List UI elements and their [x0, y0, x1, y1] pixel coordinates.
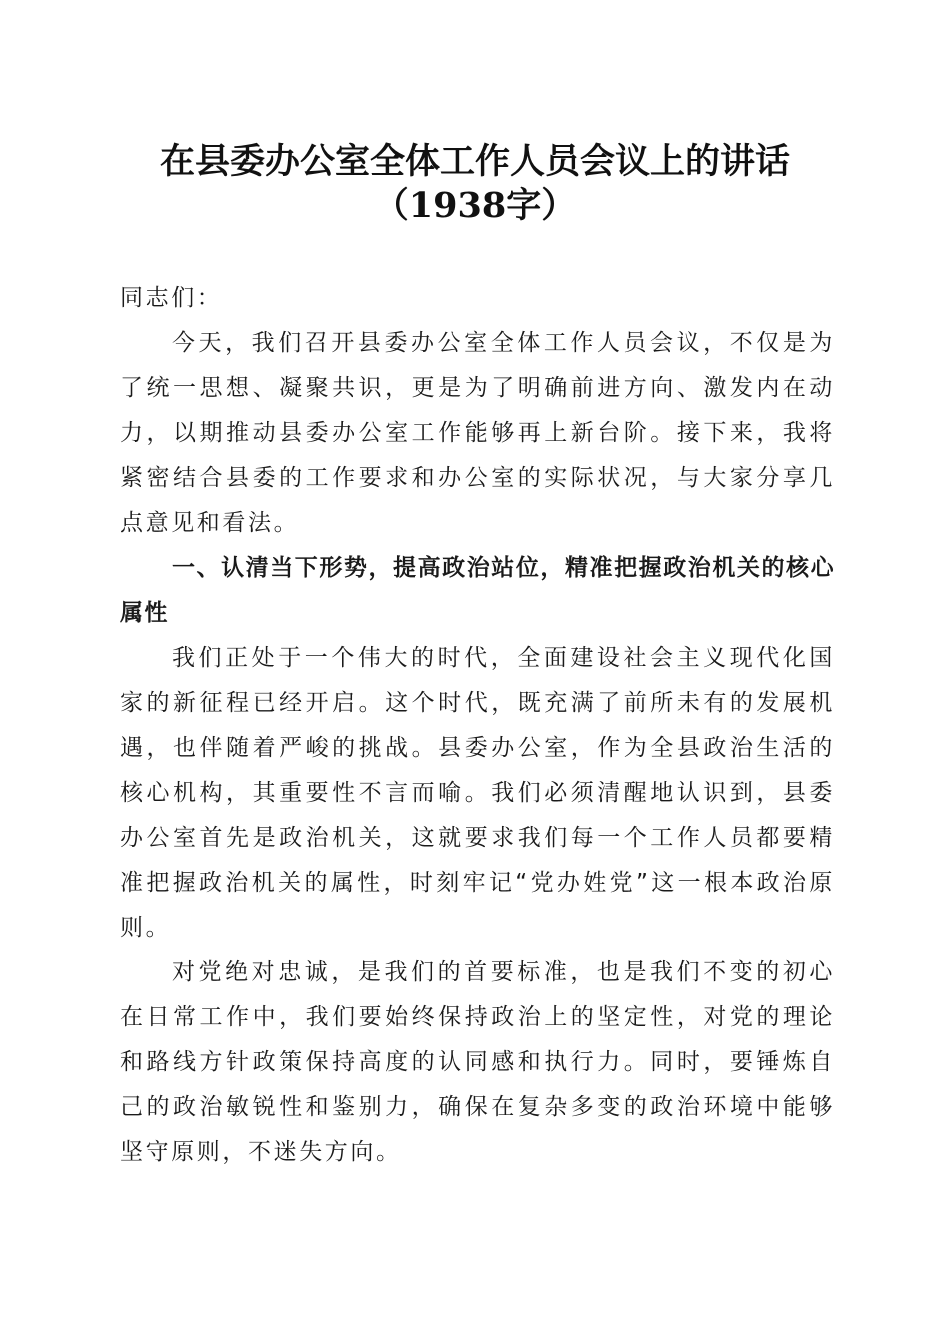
section-heading-1: 一、认清当下形势，提高政治站位，精准把握政治机关的核心属性 [120, 555, 835, 626]
salutation: 同志们： [120, 285, 223, 311]
paragraph-section-1-a: 我们正处于一个伟大的时代，全面建设社会主义现代化国家的新征程已经开启。这个时代，既充满了前所未有的发展机遇，也伴随着严峻的挑战。县委办公室，作为全县政治生活的核心机构，其重要性不言而喻。我们必须清醒地认识到，县委办公室首先是政治机关，这就要求我们每一个工作人员都要精准把握政治机关的属性，时刻牢记“党办姓党”这一根本政治原则。 [120, 645, 835, 941]
document-subtitle: （1938字） [373, 185, 577, 226]
paragraph-intro: 今天，我们召开县委办公室全体工作人员会议，不仅是为了统一思想、凝聚共识，更是为了明确前进方向、激发内在动力，以期推动县委办公室工作能够再上新台阶。接下来，我将紧密结合县委的工作要求和办公室的实际状况，与大家分享几点意见和看法。 [120, 330, 835, 536]
paragraph-section-1-b: 对党绝对忠诚，是我们的首要标准，也是我们不变的初心在日常工作中，我们要始终保持政治上的坚定性，对党的理论和路线方针政策保持高度的认同感和执行力。同时，要锤炼自己的政治敏锐性和鉴别力，确保在复杂多变的政治环境中能够坚守原则，不迷失方向。 [120, 959, 835, 1165]
document-title: 在县委办公室全体工作人员会议上的讲话 [159, 141, 790, 182]
